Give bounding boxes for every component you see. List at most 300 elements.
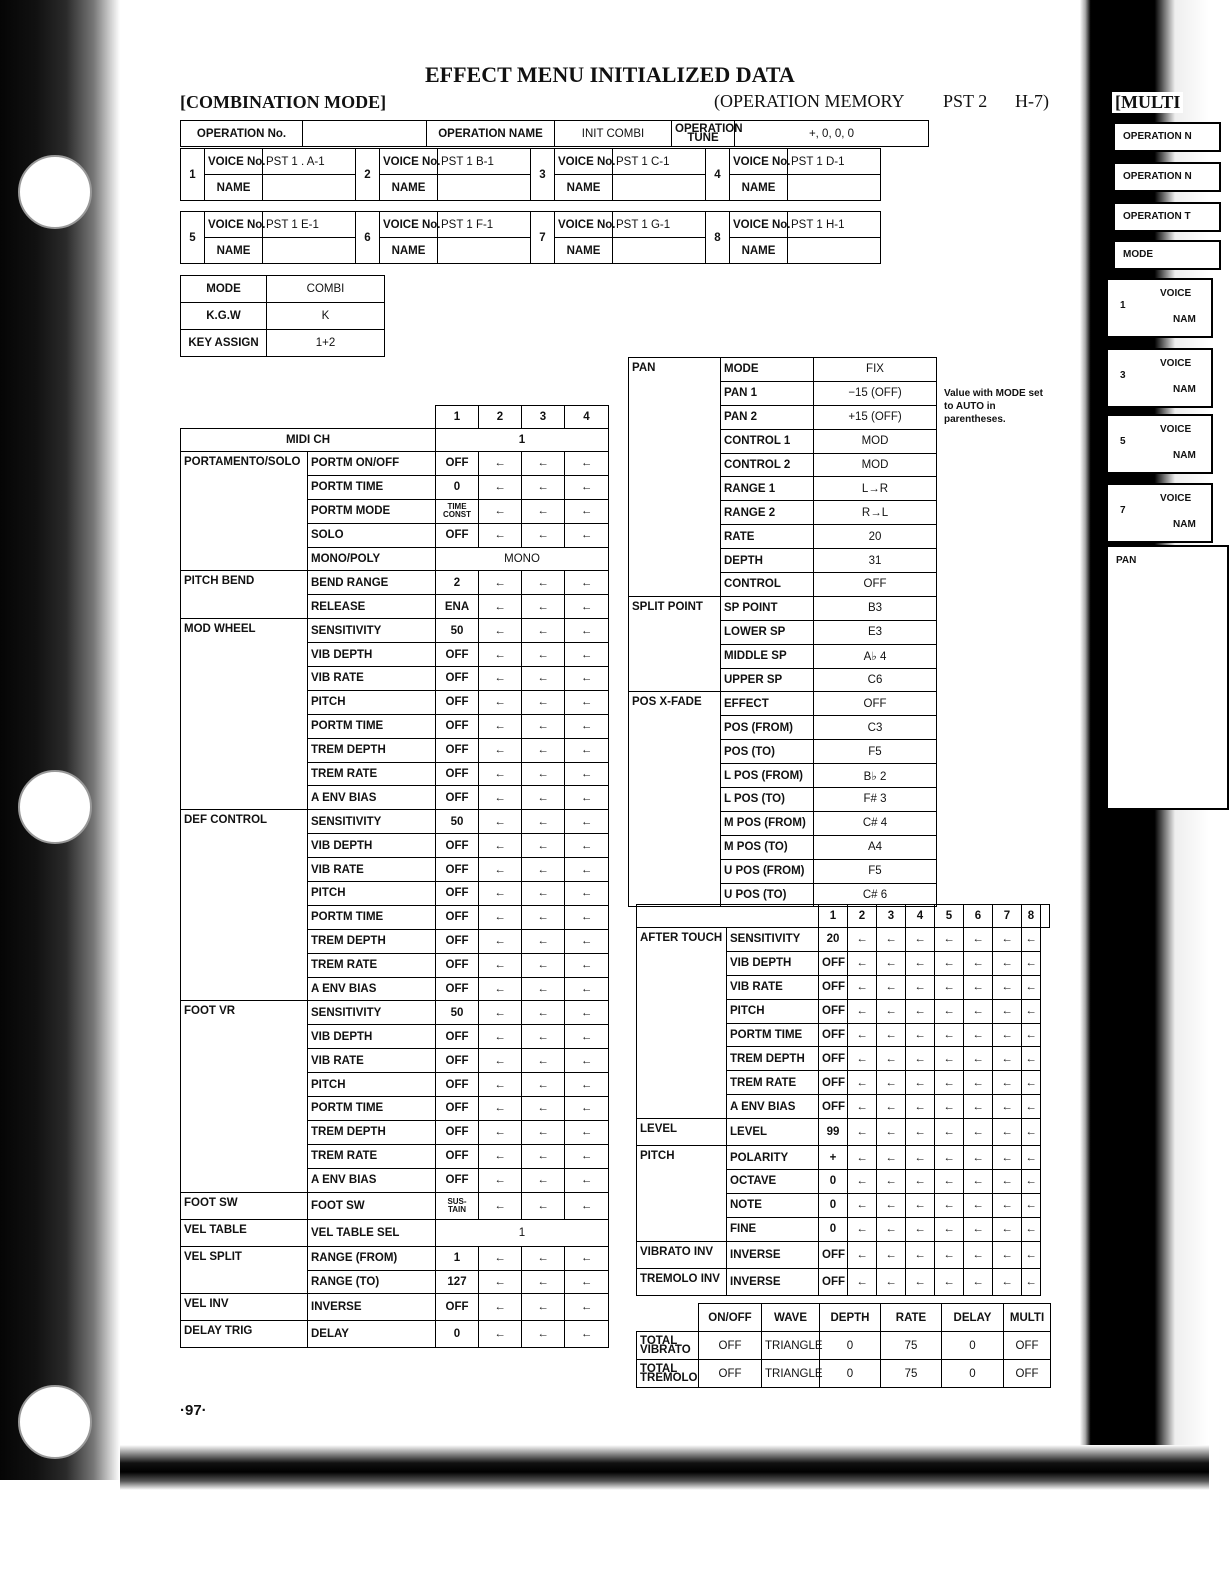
mode-key: KEY ASSIGN [181,330,267,357]
parameter-label: OCTAVE [727,1170,819,1194]
same-as-left-arrow: ← [479,1321,522,1348]
voice-slot-number: 5 [181,212,205,264]
parameter-label: PITCH [308,1073,436,1097]
totals-value: OFF [1004,1360,1051,1388]
parameter-label: VIB RATE [308,1049,436,1073]
mode-heading: [COMBINATION MODE] [180,92,387,112]
group-label: VIBRATO INV [637,1241,727,1268]
same-as-left-arrow: ← [993,999,1022,1023]
voice-name-value [613,175,706,201]
multi-voice-number: 7 [1120,505,1126,516]
parameter-label: TREM DEPTH [308,1120,436,1144]
binder-hole [18,1385,92,1459]
parameter-label: M POS (TO) [721,835,814,859]
voice-no-value: PST 1 D-1 [788,149,881,175]
same-as-left-arrow: ← [479,1168,522,1192]
group-label: VEL INV [181,1294,308,1321]
same-as-left-arrow: ← [964,1071,993,1095]
binder-hole [18,155,92,229]
same-as-left-arrow: ← [565,667,609,691]
voice-no-label: VOICE No. [555,212,613,238]
parameter-value: OFF [436,714,479,738]
parameter-label: VIB DEPTH [308,1025,436,1049]
parameter-label: PORTM MODE [308,499,436,523]
parameter-label: L POS (TO) [721,788,814,812]
parameter-value: OFF [436,882,479,906]
column-header: 2 [848,905,877,928]
parameter-value: F5 [814,740,937,764]
parameter-label: SP POINT [721,596,814,620]
same-as-left-arrow: ← [848,999,877,1023]
totals-value: 0 [820,1332,881,1360]
same-as-left-arrow: ← [877,975,906,999]
parameter-value: OFF [436,738,479,762]
same-as-left-arrow: ← [877,1193,906,1217]
parameter-label: INVERSE [308,1294,436,1321]
column-header: 4 [906,905,935,928]
same-as-left-arrow: ← [565,595,609,619]
mode-value: 1+2 [267,330,385,357]
same-as-left-arrow: ← [964,1217,993,1241]
parameter-value: OFF [436,1294,479,1321]
same-as-left-arrow: ← [565,929,609,953]
same-as-left-arrow: ← [479,1120,522,1144]
multi-name-label: NAM [1173,384,1196,395]
same-as-left-arrow: ← [479,643,522,667]
voice-no-label: VOICE No. [380,212,438,238]
parameter-label: EFFECT [721,692,814,716]
voice-name-label: NAME [205,175,263,201]
group-label: FOOT VR [181,1001,308,1192]
parameter-value: 0 [819,1170,848,1194]
same-as-left-arrow: ← [479,834,522,858]
same-as-left-arrow: ← [479,858,522,882]
parameter-value: OFF [814,692,937,716]
parameter-label: TREM DEPTH [308,929,436,953]
pst-label: PST 2 [943,91,988,111]
same-as-left-arrow: ← [993,1119,1022,1146]
parameter-label: CONTROL 2 [721,453,814,477]
parameter-label: PITCH [308,882,436,906]
column-header: 4 [565,406,609,429]
parameter-value: OFF [436,1073,479,1097]
multi-name-label: NAM [1173,314,1196,325]
multi-voice-label: VOICE [1160,358,1192,369]
mode-table [180,275,385,357]
parameter-label: PORTM TIME [308,905,436,929]
parameter-label: TREM RATE [308,1144,436,1168]
voice-name-label: NAME [205,238,263,264]
voice-name-label: NAME [380,238,438,264]
parameter-label: TREM DEPTH [727,1047,819,1071]
next-mode-heading: [MULTI [1112,92,1183,113]
same-as-left-arrow: ← [565,977,609,1001]
parameter-label: MODE [721,358,814,382]
parameter-label: PORTM TIME [308,1097,436,1121]
parameter-label: MIDDLE SP [721,644,814,668]
parameter-value: OFF [436,1168,479,1192]
same-as-left-arrow: ← [479,1001,522,1025]
parameter-value: OFF [436,977,479,1001]
same-as-left-arrow: ← [565,619,609,643]
same-as-left-arrow: ← [565,1246,609,1270]
voice-no-label: VOICE No. [730,149,788,175]
same-as-left-arrow: ← [479,1270,522,1294]
parameter-label: CONTROL 1 [721,429,814,453]
same-as-left-arrow: ← [522,834,565,858]
same-as-left-arrow: ← [479,1144,522,1168]
tune-label-line1: OPERATION [675,122,743,135]
midi-ch-value: 1 [436,429,609,452]
voice-no-value: PST 1 C-1 [613,149,706,175]
same-as-left-arrow: ← [906,1268,935,1295]
same-as-left-arrow: ← [906,1193,935,1217]
same-as-left-arrow: ← [993,928,1022,952]
parameter-label: SENSITIVITY [727,928,819,952]
same-as-left-arrow: ← [877,1268,906,1295]
same-as-left-arrow: ← [964,999,993,1023]
auto-mode-note: Value with MODE set to AUTO in parentheses. [944,388,1043,425]
same-as-left-arrow: ← [964,1241,993,1268]
same-as-left-arrow: ← [479,499,522,523]
same-as-left-arrow: ← [1022,1095,1041,1119]
column-header: 3 [877,905,906,928]
same-as-left-arrow: ← [522,571,565,595]
parameter-value: OFF [436,643,479,667]
parameter-value: OFF [436,1144,479,1168]
parameter-label: LEVEL [727,1119,819,1146]
parameter-label: BEND RANGE [308,571,436,595]
parameter-value: C6 [814,668,937,692]
same-as-left-arrow: ← [964,1023,993,1047]
page-bottom-shadow [120,1445,1209,1490]
same-as-left-arrow: ← [964,1193,993,1217]
totals-header: MULTI [1004,1304,1051,1332]
group-label: SPLIT POINT [629,596,721,692]
same-as-left-arrow: ← [935,1023,964,1047]
same-as-left-arrow: ← [479,523,522,547]
same-as-left-arrow: ← [479,667,522,691]
group-label: PITCH BEND [181,571,308,619]
same-as-left-arrow: ← [479,690,522,714]
same-as-left-arrow: ← [522,714,565,738]
parameter-value: OFF [819,1095,848,1119]
same-as-left-arrow: ← [522,667,565,691]
parameter-value: OFF [819,1268,848,1295]
memory-label: (OPERATION MEMORY [714,91,905,111]
voice-no-value: PST 1 G-1 [613,212,706,238]
parameter-value: B3 [814,596,937,620]
multi-name-label: NAM [1173,450,1196,461]
parameter-value: OFF [819,1047,848,1071]
parameter-label: PAN 1 [721,381,814,405]
parameter-label: POLARITY [727,1146,819,1170]
group-label: PAN [629,358,721,597]
same-as-left-arrow: ← [906,1241,935,1268]
totals-header: DELAY [942,1304,1004,1332]
parameter-value: OFF [814,573,937,597]
same-as-left-arrow: ← [1022,1217,1041,1241]
same-as-left-arrow: ← [906,1047,935,1071]
blank-header [637,905,819,928]
totals-value: 0 [942,1332,1004,1360]
same-as-left-arrow: ← [877,951,906,975]
voice-no-value: PST 1 F-1 [438,212,531,238]
multi-voice-label: VOICE [1160,424,1192,435]
parameter-label: LOWER SP [721,620,814,644]
same-as-left-arrow: ← [565,1294,609,1321]
same-as-left-arrow: ← [848,928,877,952]
same-as-left-arrow: ← [964,975,993,999]
same-as-left-arrow: ← [848,1119,877,1146]
parameter-label: SOLO [308,523,436,547]
group-label: DELAY TRIG [181,1321,308,1348]
parameter-label: U POS (TO) [721,883,814,907]
parameter-value: TIME CONST [436,499,479,523]
voice-name-value [613,238,706,264]
same-as-left-arrow: ← [877,1146,906,1170]
parameter-label: RANGE 2 [721,501,814,525]
totals-value: 0 [942,1360,1004,1388]
same-as-left-arrow: ← [479,595,522,619]
same-as-left-arrow: ← [877,1241,906,1268]
parameter-label: VIB DEPTH [308,643,436,667]
parameter-value: 50 [436,619,479,643]
totals-value: OFF [699,1360,762,1388]
same-as-left-arrow: ← [877,1119,906,1146]
parameter-label: VIB DEPTH [308,834,436,858]
same-as-left-arrow: ← [848,1217,877,1241]
parameter-value: OFF [819,951,848,975]
same-as-left-arrow: ← [906,1119,935,1146]
parameter-value: B♭ 2 [814,764,937,788]
column-header: 3 [522,406,565,429]
parameter-label: DEPTH [721,549,814,573]
same-as-left-arrow: ← [877,1217,906,1241]
parameter-value: −15 (OFF) [814,381,937,405]
same-as-left-arrow: ← [1022,1119,1041,1146]
same-as-left-arrow: ← [565,1321,609,1348]
same-as-left-arrow: ← [565,905,609,929]
parameter-value: OFF [436,858,479,882]
multi-voice-number: 1 [1120,300,1126,311]
same-as-left-arrow: ← [479,452,522,476]
same-as-left-arrow: ← [993,1095,1022,1119]
parameter-value: OFF [436,1120,479,1144]
same-as-left-arrow: ← [565,738,609,762]
same-as-left-arrow: ← [565,1049,609,1073]
group-label: TREMOLO INV [637,1268,727,1295]
parameter-label: SENSITIVITY [308,810,436,834]
group-label: LEVEL [637,1119,727,1146]
totals-row-label: TOTAL VIBRATO [637,1332,699,1360]
parameter-value: 20 [814,525,937,549]
voice-name-label: NAME [730,238,788,264]
operation-tune-value: +, 0, 0, 0 [735,121,929,147]
parameter-value: ENA [436,595,479,619]
group-label: DEF CONTROL [181,810,308,1001]
parameter-label: VIB RATE [308,667,436,691]
parameter-value: 0 [819,1193,848,1217]
parameter-value: C# 6 [814,883,937,907]
voice-no-label: VOICE No. [380,149,438,175]
same-as-left-arrow: ← [565,499,609,523]
same-as-left-arrow: ← [964,1119,993,1146]
same-as-left-arrow: ← [877,1047,906,1071]
voice-no-value: PST 1 B-1 [438,149,531,175]
same-as-left-arrow: ← [522,595,565,619]
parameter-value: OFF [436,786,479,810]
same-as-left-arrow: ← [565,762,609,786]
after-touch-table [636,904,1050,1296]
voice-no-value: PST 1 H-1 [788,212,881,238]
same-as-left-arrow: ← [522,523,565,547]
same-as-left-arrow: ← [565,690,609,714]
parameter-value: L→R [814,477,937,501]
same-as-left-arrow: ← [906,1217,935,1241]
same-as-left-arrow: ← [848,975,877,999]
same-as-left-arrow: ← [935,1095,964,1119]
same-as-left-arrow: ← [848,1146,877,1170]
column-header: 5 [935,905,964,928]
parameter-label: TREM RATE [727,1071,819,1095]
parameter-value: OFF [436,452,479,476]
parameter-label: FOOT SW [308,1192,436,1219]
group-label: PITCH [637,1146,727,1242]
same-as-left-arrow: ← [935,951,964,975]
totals-value: 0 [820,1360,881,1388]
parameter-value: 20 [819,928,848,952]
same-as-left-arrow: ← [935,1241,964,1268]
group-label: VEL SPLIT [181,1246,308,1294]
same-as-left-arrow: ← [964,1095,993,1119]
same-as-left-arrow: ← [877,1071,906,1095]
same-as-left-arrow: ← [1022,1023,1041,1047]
voice-slot-number: 1 [181,149,205,201]
parameter-label: PORTM TIME [727,1023,819,1047]
totals-value: 75 [881,1332,942,1360]
column-header: 2 [479,406,522,429]
same-as-left-arrow: ← [877,928,906,952]
multi-voice-label: VOICE [1160,493,1192,504]
same-as-left-arrow: ← [522,690,565,714]
same-as-left-arrow: ← [522,643,565,667]
parameter-label: FINE [727,1217,819,1241]
group-label: AFTER TOUCH [637,928,727,1119]
voice-name-label: NAME [555,238,613,264]
parameter-value: OFF [819,1023,848,1047]
parameter-value: OFF [436,1049,479,1073]
parameter-value: 99 [819,1119,848,1146]
column-header: 6 [964,905,993,928]
mode-value: K [267,303,385,330]
parameter-label: VIB DEPTH [727,951,819,975]
same-as-left-arrow: ← [565,1025,609,1049]
mode-key: MODE [181,276,267,303]
parameter-value: FIX [814,358,937,382]
totals-value: OFF [699,1332,762,1360]
group-label: VEL TABLE [181,1219,308,1246]
same-as-left-arrow: ← [522,1192,565,1219]
voice-no-label: VOICE No. [730,212,788,238]
same-as-left-arrow: ← [522,762,565,786]
same-as-left-arrow: ← [522,1001,565,1025]
same-as-left-arrow: ← [906,1146,935,1170]
same-as-left-arrow: ← [479,1192,522,1219]
same-as-left-arrow: ← [935,1268,964,1295]
totals-header: ON/OFF [699,1304,762,1332]
mode-key: K.G.W [181,303,267,330]
same-as-left-arrow: ← [935,975,964,999]
same-as-left-arrow: ← [935,1217,964,1241]
same-as-left-arrow: ← [522,1025,565,1049]
same-as-left-arrow: ← [1022,1193,1041,1217]
same-as-left-arrow: ← [906,999,935,1023]
voice-slot-number: 6 [356,212,380,264]
same-as-left-arrow: ← [522,499,565,523]
same-as-left-arrow: ← [1022,928,1041,952]
voice-no-value: PST 1 E-1 [263,212,356,238]
parameter-label: INVERSE [727,1268,819,1295]
same-as-left-arrow: ← [848,1047,877,1071]
parameter-label: INVERSE [727,1241,819,1268]
voice-name-value [438,175,531,201]
same-as-left-arrow: ← [522,882,565,906]
parameter-value: OFF [436,929,479,953]
same-as-left-arrow: ← [848,951,877,975]
multi-side-label: OPERATION N [1113,162,1221,192]
same-as-left-arrow: ← [565,1073,609,1097]
group-label: PORTAMENTO/SOLO [181,452,308,571]
parameter-value: R→L [814,501,937,525]
same-as-left-arrow: ← [1022,1268,1041,1295]
parameter-label: RANGE (TO) [308,1270,436,1294]
parameter-label: VIB RATE [308,858,436,882]
same-as-left-arrow: ← [565,643,609,667]
parameter-value: 0 [436,1321,479,1348]
parameter-value: 127 [436,1270,479,1294]
tune-label-line2: TUNE [687,131,719,144]
same-as-left-arrow: ← [479,929,522,953]
parameter-label: VIB RATE [727,975,819,999]
parameter-label: PITCH [308,690,436,714]
same-as-left-arrow: ← [479,1294,522,1321]
same-as-left-arrow: ← [479,810,522,834]
parameter-value: A♭ 4 [814,644,937,668]
same-as-left-arrow: ← [964,1146,993,1170]
voice-slot-number: 7 [531,212,555,264]
totals-row-label: TOTAL TREMOLO [637,1360,699,1388]
parameter-value: 1 [436,1219,609,1246]
same-as-left-arrow: ← [522,977,565,1001]
same-as-left-arrow: ← [565,1144,609,1168]
parameter-label: TREM RATE [308,953,436,977]
same-as-left-arrow: ← [565,1168,609,1192]
parameter-value: E3 [814,620,937,644]
same-as-left-arrow: ← [479,714,522,738]
same-as-left-arrow: ← [1022,1241,1041,1268]
same-as-left-arrow: ← [935,999,964,1023]
same-as-left-arrow: ← [522,1321,565,1348]
same-as-left-arrow: ← [479,1073,522,1097]
parameter-value: OFF [819,1241,848,1268]
parameter-value: OFF [436,667,479,691]
parameter-value: OFF [436,762,479,786]
parameter-value: 2 [436,571,479,595]
parameter-label: RANGE (FROM) [308,1246,436,1270]
parameter-value: F# 3 [814,788,937,812]
same-as-left-arrow: ← [479,953,522,977]
